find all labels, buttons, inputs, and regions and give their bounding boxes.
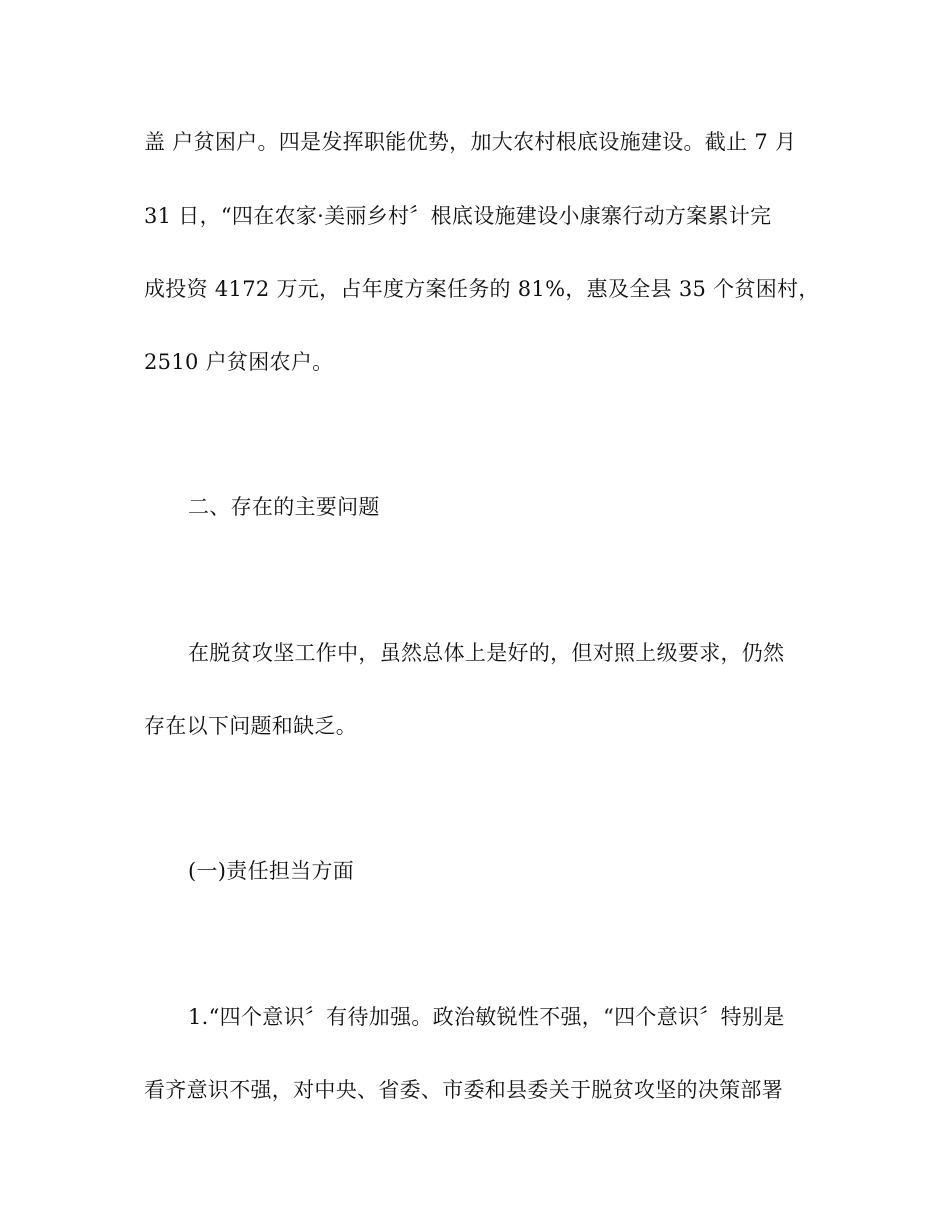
paragraph-line: 存在以下问题和缺乏。 bbox=[144, 714, 357, 738]
paragraph-line: 2510 户贫困农户。 bbox=[144, 350, 334, 374]
paragraph-line: 31 日，“四在农家·美丽乡村〞根底设施建设小康寨行动方案累计完 bbox=[144, 204, 772, 228]
paragraph-line: 1.“四个意识〞有待加强。政治敏锐性不强，“四个意识〞特别是 bbox=[188, 1005, 785, 1029]
paragraph-line: 盖 户贫困户。四是发挥职能优势，加大农村根底设施建设。截止 7 月 bbox=[144, 130, 797, 154]
section-heading: 二、存在的主要问题 bbox=[188, 495, 380, 519]
paragraph-line: 成投资 4172 万元，占年度方案任务的 81%，惠及全县 35 个贫困村， bbox=[144, 277, 820, 301]
subsection-heading: (一)责任担当方面 bbox=[188, 859, 355, 883]
paragraph-line: 看齐意识不强，对中央、省委、市委和县委关于脱贫攻坚的决策部署 bbox=[144, 1078, 783, 1102]
paragraph-line: 在脱贫攻坚工作中，虽然总体上是好的，但对照上级要求，仍然 bbox=[188, 641, 785, 665]
